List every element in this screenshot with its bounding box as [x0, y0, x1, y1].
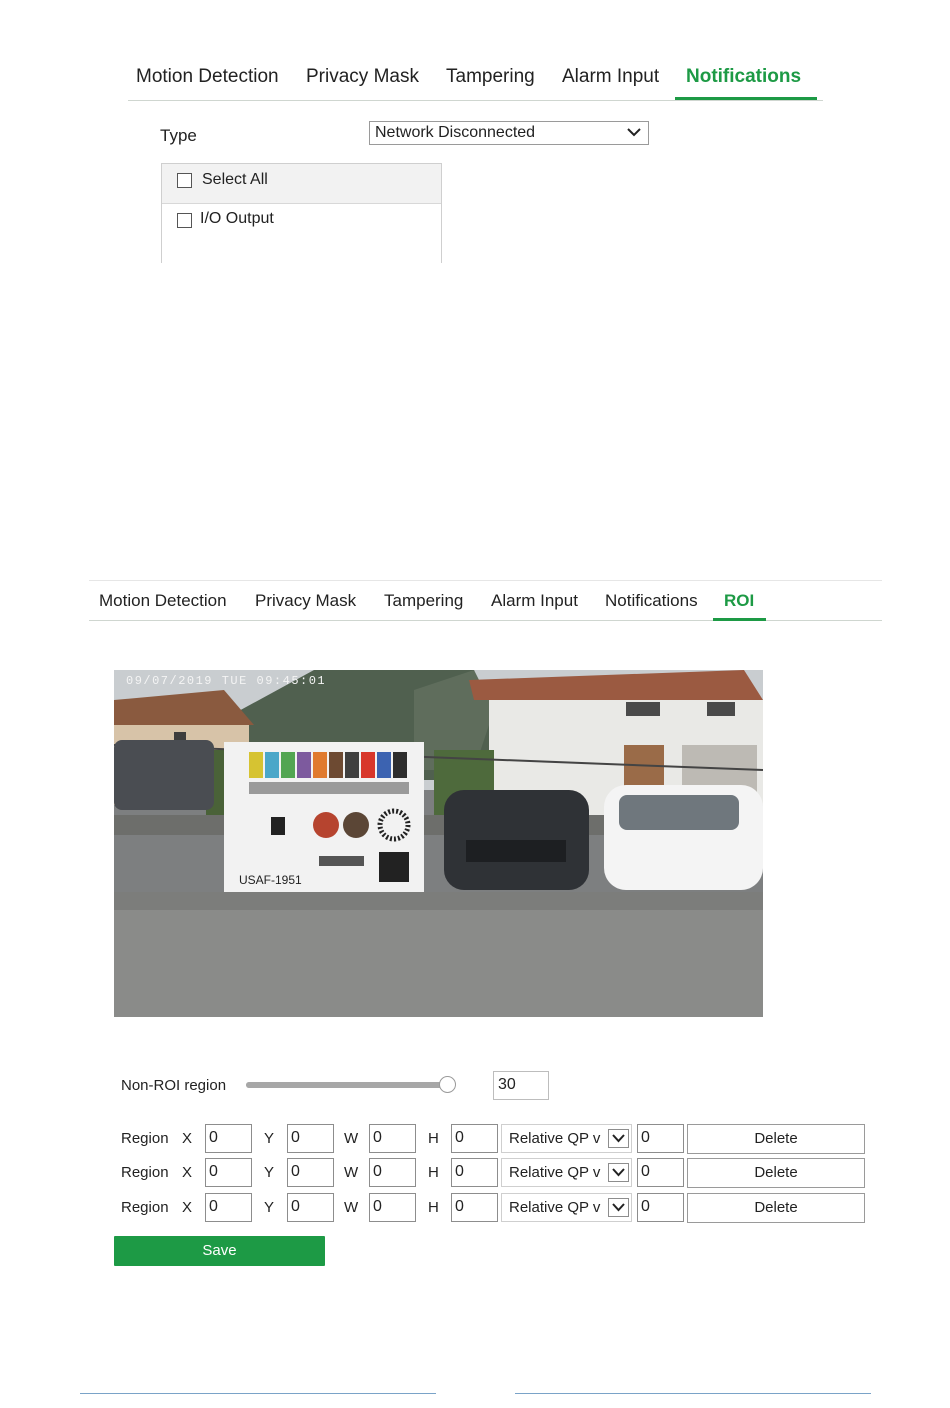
region-x-input[interactable]: 0	[205, 1193, 252, 1222]
y-label: Y	[264, 1130, 275, 1147]
non-roi-label: Non-ROI region	[121, 1077, 227, 1094]
region-y-input[interactable]: 0	[287, 1158, 334, 1187]
x-label: X	[182, 1199, 193, 1216]
osd-timestamp: 09/07/2019 TUE 09:45:01	[126, 674, 327, 688]
save-button[interactable]: Save	[114, 1236, 325, 1266]
qp-value-input[interactable]: 0	[637, 1193, 684, 1222]
region-row	[121, 1124, 867, 1154]
region-x-input[interactable]: 0	[205, 1158, 252, 1187]
tab-alarm-input[interactable]: Alarm Input	[562, 66, 660, 87]
region-x-input[interactable]: 0	[205, 1124, 252, 1153]
tab-bar-top	[128, 58, 823, 101]
tab-alarm-input[interactable]: Alarm Input	[491, 591, 578, 610]
region-row	[121, 1158, 867, 1188]
chart-caption: USAF-1951	[239, 873, 302, 887]
qp-mode-select[interactable]	[501, 1193, 632, 1222]
non-roi-slider-fill	[246, 1082, 450, 1088]
io-output-label: I/O Output	[200, 210, 274, 227]
qp-mode-select[interactable]	[501, 1124, 632, 1153]
output-list-header	[162, 164, 441, 204]
tab-notifications[interactable]: Notifications	[686, 66, 802, 87]
tab-tampering[interactable]: Tampering	[384, 591, 464, 610]
region-y-input[interactable]: 0	[287, 1193, 334, 1222]
io-output-checkbox[interactable]	[177, 213, 192, 228]
region-h-input[interactable]: 0	[451, 1193, 498, 1222]
region-label: Region	[121, 1199, 169, 1216]
non-roi-slider-handle[interactable]	[439, 1076, 456, 1093]
type-label: Type	[160, 126, 197, 145]
qp-value-input[interactable]: 0	[637, 1124, 684, 1153]
region-w-input[interactable]: 0	[369, 1124, 416, 1153]
active-tab-indicator	[713, 618, 766, 621]
chevron-down-icon	[608, 1198, 629, 1217]
tab-motion-detection[interactable]: Motion Detection	[136, 66, 279, 87]
tab-notifications[interactable]: Notifications	[605, 591, 698, 610]
region-y-input[interactable]: 0	[287, 1124, 334, 1153]
tab-roi[interactable]: ROI	[724, 591, 755, 610]
delete-region-button[interactable]: Delete	[687, 1158, 865, 1188]
qp-mode-value: Relative QP v	[509, 1164, 601, 1181]
select-all-label: Select All	[202, 171, 268, 188]
chevron-down-icon	[608, 1129, 629, 1148]
active-tab-indicator	[675, 97, 817, 100]
w-label: W	[344, 1164, 359, 1181]
region-w-input[interactable]: 0	[369, 1158, 416, 1187]
tab-privacy-mask[interactable]: Privacy Mask	[306, 66, 419, 87]
tab-motion-detection[interactable]: Motion Detection	[99, 591, 227, 610]
footer-divider-left	[80, 1393, 436, 1394]
qp-value-input[interactable]: 0	[637, 1158, 684, 1187]
qp-mode-value: Relative QP v	[509, 1199, 601, 1216]
region-w-input[interactable]: 0	[369, 1193, 416, 1222]
region-h-input[interactable]: 0	[451, 1124, 498, 1153]
chevron-down-icon	[626, 124, 642, 140]
delete-region-button[interactable]: Delete	[687, 1193, 865, 1223]
tab-bar-bottom	[89, 580, 882, 621]
h-label: H	[428, 1164, 439, 1181]
chevron-down-icon	[608, 1163, 629, 1182]
w-label: W	[344, 1199, 359, 1216]
h-label: H	[428, 1130, 439, 1147]
qp-mode-value: Relative QP v	[509, 1130, 601, 1147]
output-list	[161, 163, 442, 263]
x-label: X	[182, 1164, 193, 1181]
type-select-value: Network Disconnected	[375, 124, 536, 141]
qp-mode-select[interactable]	[501, 1158, 632, 1187]
type-select[interactable]	[369, 121, 649, 145]
non-roi-value-input[interactable]: 30	[493, 1071, 549, 1100]
camera-scene-image	[114, 670, 763, 1017]
region-label: Region	[121, 1130, 169, 1147]
tab-tampering[interactable]: Tampering	[446, 66, 535, 87]
region-h-input[interactable]: 0	[451, 1158, 498, 1187]
camera-preview[interactable]	[114, 670, 763, 1017]
x-label: X	[182, 1130, 193, 1147]
h-label: H	[428, 1199, 439, 1216]
y-label: Y	[264, 1199, 275, 1216]
delete-region-button[interactable]: Delete	[687, 1124, 865, 1154]
y-label: Y	[264, 1164, 275, 1181]
tab-privacy-mask[interactable]: Privacy Mask	[255, 591, 357, 610]
w-label: W	[344, 1130, 359, 1147]
select-all-checkbox[interactable]	[177, 173, 192, 188]
region-row	[121, 1193, 867, 1223]
region-label: Region	[121, 1164, 169, 1181]
footer-divider-right	[515, 1393, 871, 1394]
